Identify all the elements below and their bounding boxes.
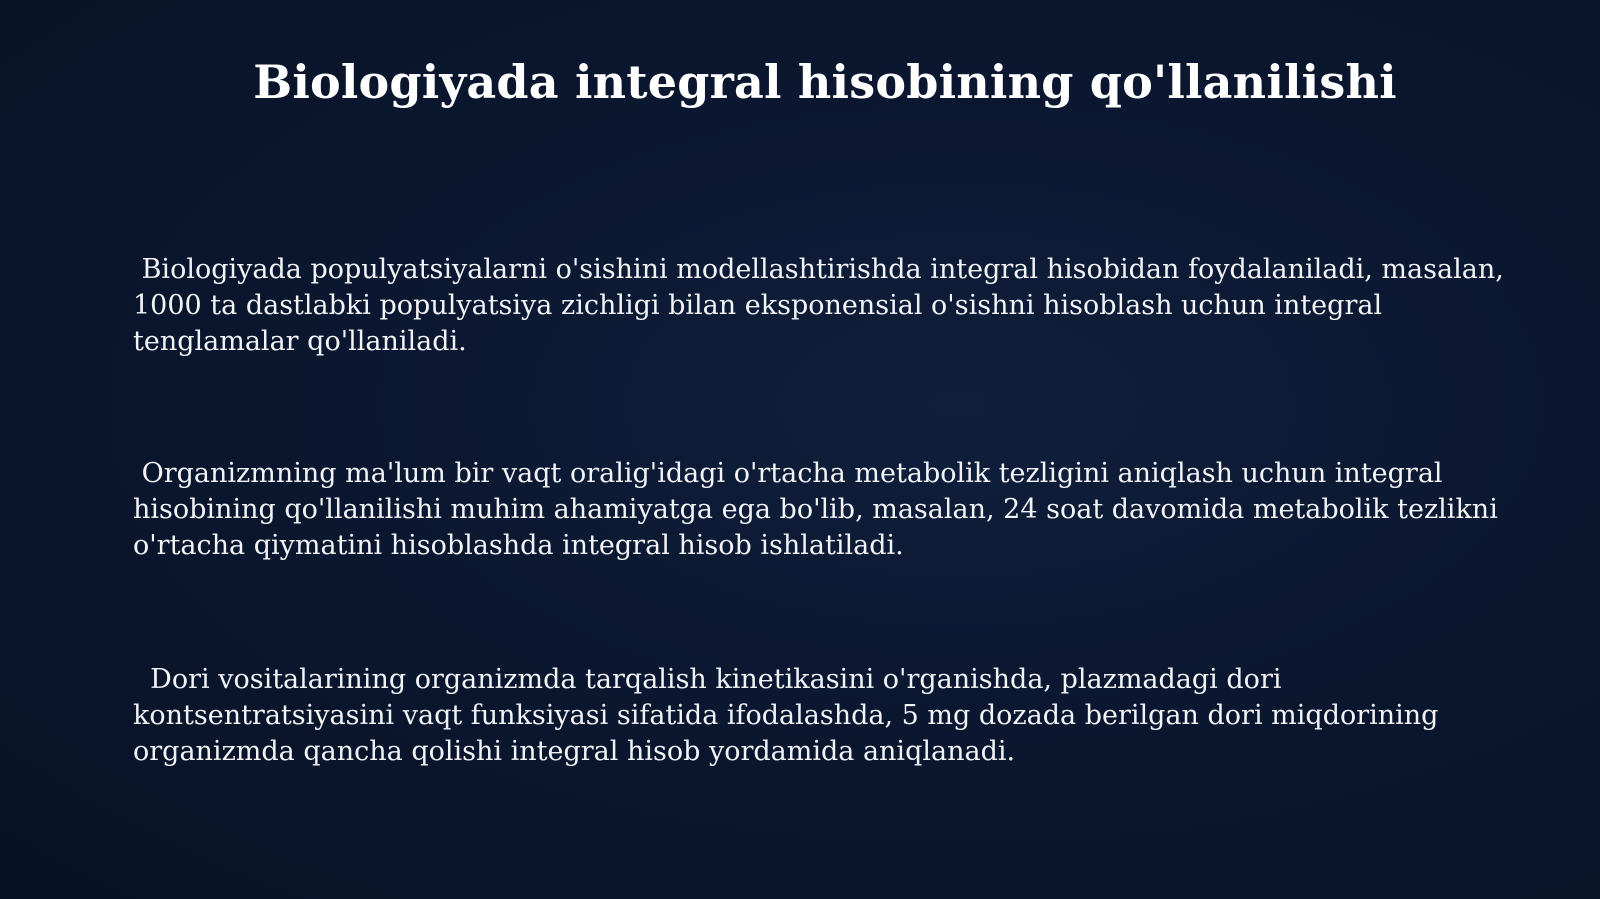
paragraph-drug-kinetics: Dori vositalarining organizmda tarqalish kinetikasini o'rganishda, plazmadagi dori kontsentratsiyasini vaqt funksiyasi sifatida ifodalashda, 5 mg dozada berilgan dori miqdorining organizmda qancha qolishi integral hisob yordamida aniqlanadi. (133, 664, 1448, 767)
slide-title: Biologiyada integral hisobining qo'llanilishi (253, 55, 1397, 109)
paragraph-population-growth: Biologiyada populyatsiyalarni o'sishini modellashtirishda integral hisobidan foydalaniladi, masalan, 1000 ta dastlabki populyatsiya zichligi bilan eksponensial o'sishni hisoblash uchun integral tenglamalar qo'llaniladi. (133, 254, 1513, 357)
paragraph-metabolic-rate: Organizmning ma'lum bir vaqt oralig'idagi o'rtacha metabolik tezligini aniqlash uchun integral hisobining qo'llanilishi muhim ahamiyatga ega bo'lib, masalan, 24 soat davomida metabolik tezlikni o'rtacha qiymatini hisoblashda integral hisob ishlatiladi. (133, 458, 1507, 561)
